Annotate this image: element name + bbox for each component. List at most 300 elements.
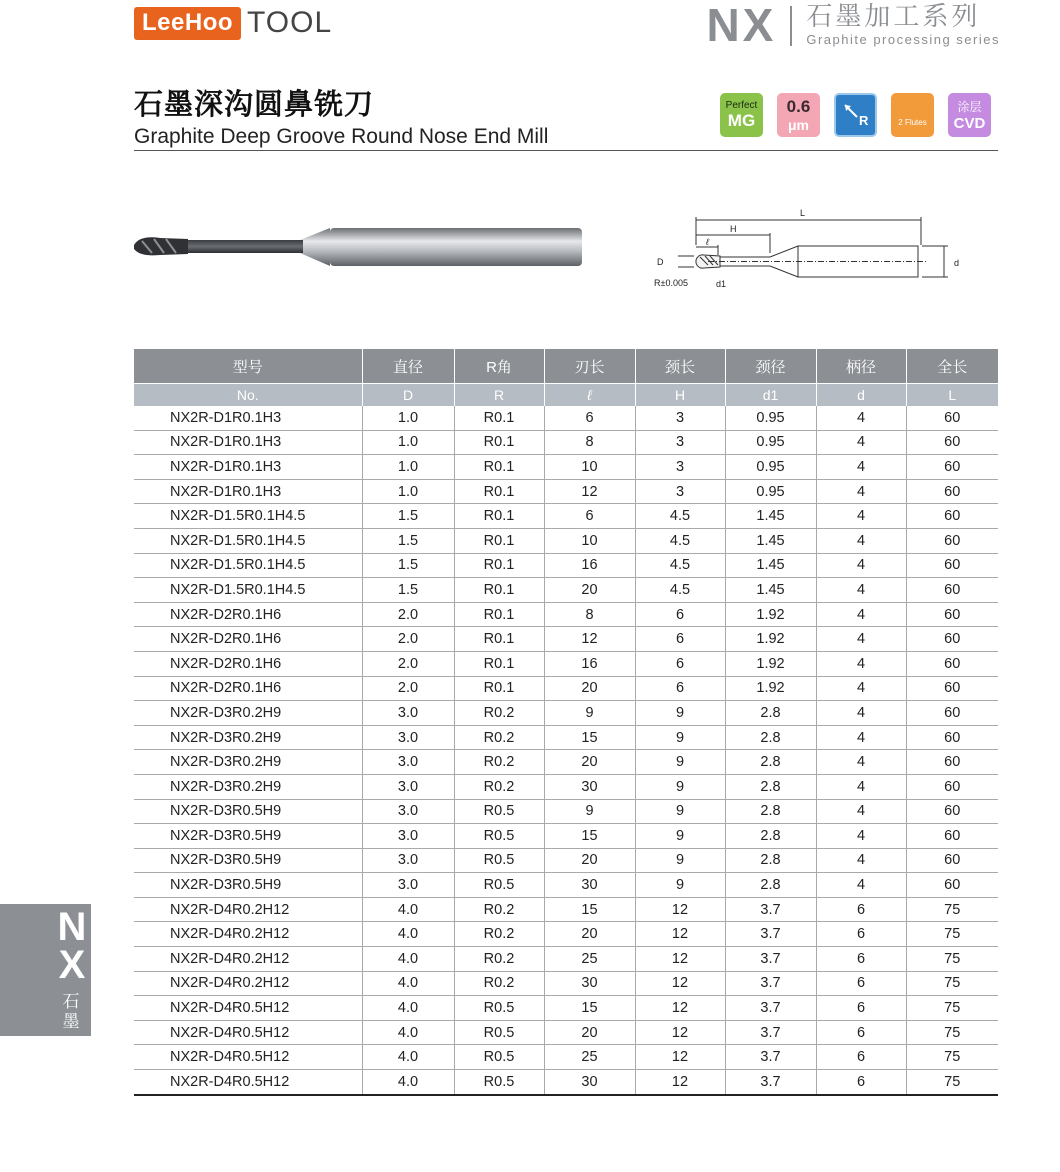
cell-neck-diameter: 2.8: [725, 848, 816, 873]
cell-radius: R0.1: [454, 479, 544, 504]
cell-shank-diameter: 4: [816, 406, 906, 430]
cell-overall-length: 60: [906, 504, 998, 529]
cell-neck-diameter: 3.7: [725, 971, 816, 996]
cell-overall-length: 60: [906, 602, 998, 627]
brand-logo: [134, 6, 332, 40]
cell-flute-length: 16: [544, 651, 635, 676]
cell-neck-length: 4.5: [635, 578, 725, 603]
side-tab-cn-2: 墨: [62, 1012, 80, 1031]
cell-neck-length: 9: [635, 725, 725, 750]
cell-radius: R0.2: [454, 897, 544, 922]
cell-radius: R0.1: [454, 553, 544, 578]
cell-flute-length: 30: [544, 971, 635, 996]
cell-diameter: 1.0: [362, 430, 454, 455]
cell-model: NX2R-D4R0.2H12: [134, 947, 362, 972]
cell-flute-length: 6: [544, 504, 635, 529]
cell-model: NX2R-D4R0.2H12: [134, 922, 362, 947]
cell-flute-length: 30: [544, 873, 635, 898]
cell-shank-diameter: 4: [816, 553, 906, 578]
cell-flute-length: 30: [544, 774, 635, 799]
cell-flute-length: 20: [544, 848, 635, 873]
cell-shank-diameter: 4: [816, 774, 906, 799]
cell-radius: R0.1: [454, 676, 544, 701]
cell-model: NX2R-D1R0.1H3: [134, 406, 362, 430]
cell-model: NX2R-D3R0.2H9: [134, 725, 362, 750]
cell-neck-length: 9: [635, 873, 725, 898]
cell-neck-diameter: 0.95: [725, 406, 816, 430]
cell-shank-diameter: 4: [816, 651, 906, 676]
product-title: [134, 82, 548, 149]
side-tab-code-n: N: [57, 905, 87, 949]
header-en-flute-length: ℓ: [544, 384, 635, 407]
cell-diameter: 2.0: [362, 676, 454, 701]
cell-shank-diameter: 6: [816, 947, 906, 972]
cell-neck-diameter: 3.7: [725, 897, 816, 922]
header-en-overall-length: L: [906, 384, 998, 407]
table-row: [134, 725, 998, 750]
dim-label-d1: d1: [716, 279, 727, 289]
cell-neck-diameter: 1.92: [725, 676, 816, 701]
title-divider: [134, 150, 998, 151]
table-row: [134, 824, 998, 849]
table-row: [134, 479, 998, 504]
cell-neck-length: 9: [635, 774, 725, 799]
cell-neck-diameter: 3.7: [725, 1070, 816, 1095]
cell-diameter: 3.0: [362, 848, 454, 873]
feature-badges: [720, 93, 991, 137]
cell-flute-length: 20: [544, 1020, 635, 1045]
cell-neck-length: 3: [635, 479, 725, 504]
cell-neck-diameter: 1.92: [725, 627, 816, 652]
cell-flute-length: 20: [544, 676, 635, 701]
cell-neck-length: 9: [635, 848, 725, 873]
cell-diameter: 1.5: [362, 504, 454, 529]
cell-neck-diameter: 1.45: [725, 553, 816, 578]
cell-neck-length: 9: [635, 750, 725, 775]
cell-overall-length: 75: [906, 947, 998, 972]
cell-model: NX2R-D3R0.2H9: [134, 774, 362, 799]
table-row: [134, 922, 998, 947]
cell-diameter: 1.0: [362, 455, 454, 480]
cell-neck-length: 12: [635, 971, 725, 996]
cell-neck-diameter: 2.8: [725, 774, 816, 799]
badge-flutes-label: 2 Flutes: [898, 117, 927, 127]
table-row: [134, 971, 998, 996]
cell-neck-length: 6: [635, 676, 725, 701]
table-row: [134, 774, 998, 799]
header-cn-neck-length: 颈长: [635, 349, 725, 384]
side-section-tab: [0, 904, 91, 1036]
round-nose-arrow-icon: [841, 103, 871, 127]
cell-neck-diameter: 0.95: [725, 479, 816, 504]
round-nose-badge-icon: [834, 93, 877, 137]
cell-overall-length: 60: [906, 873, 998, 898]
cell-neck-diameter: 1.92: [725, 651, 816, 676]
cell-neck-diameter: 3.7: [725, 922, 816, 947]
cell-overall-length: 60: [906, 553, 998, 578]
cell-model: NX2R-D1.5R0.1H4.5: [134, 578, 362, 603]
cell-shank-diameter: 4: [816, 725, 906, 750]
table-row: [134, 701, 998, 726]
header-en-neck-diameter: d1: [725, 384, 816, 407]
cell-diameter: 1.5: [362, 528, 454, 553]
cell-neck-diameter: 1.45: [725, 504, 816, 529]
cell-flute-length: 12: [544, 627, 635, 652]
series-title-cn: 石墨加工系列: [806, 1, 981, 31]
cell-shank-diameter: 6: [816, 996, 906, 1021]
cell-neck-length: 4.5: [635, 528, 725, 553]
cell-shank-diameter: 6: [816, 922, 906, 947]
header-en-diameter: D: [362, 384, 454, 407]
cell-flute-length: 6: [544, 406, 635, 430]
cell-shank-diameter: 6: [816, 1020, 906, 1045]
cell-overall-length: 60: [906, 406, 998, 430]
cell-neck-diameter: 1.45: [725, 528, 816, 553]
table-row: [134, 455, 998, 480]
cell-model: NX2R-D1R0.1H3: [134, 455, 362, 480]
cell-shank-diameter: 4: [816, 750, 906, 775]
cell-radius: R0.2: [454, 947, 544, 972]
product-title-cn: 石墨深沟圆鼻铣刀: [134, 89, 375, 121]
spec-table-body: [134, 406, 998, 1095]
mg-badge-icon: [720, 93, 763, 137]
cell-overall-length: 75: [906, 1045, 998, 1070]
cell-overall-length: 60: [906, 578, 998, 603]
cell-flute-length: 20: [544, 750, 635, 775]
cell-model: NX2R-D4R0.2H12: [134, 897, 362, 922]
cell-radius: R0.5: [454, 996, 544, 1021]
cell-shank-diameter: 4: [816, 627, 906, 652]
cell-overall-length: 60: [906, 651, 998, 676]
cell-model: NX2R-D1.5R0.1H4.5: [134, 528, 362, 553]
cell-radius: R0.1: [454, 455, 544, 480]
cell-neck-diameter: 2.8: [725, 725, 816, 750]
table-row: [134, 1045, 998, 1070]
series-title-en: Graphite processing series: [806, 32, 1000, 47]
cell-model: NX2R-D3R0.2H9: [134, 750, 362, 775]
cell-diameter: 3.0: [362, 799, 454, 824]
dim-label-l: ℓ: [706, 237, 709, 247]
cell-diameter: 1.0: [362, 479, 454, 504]
cell-flute-length: 15: [544, 897, 635, 922]
table-row: [134, 897, 998, 922]
header-en-shank-diameter: d: [816, 384, 906, 407]
cell-diameter: 4.0: [362, 897, 454, 922]
cell-neck-length: 12: [635, 947, 725, 972]
cell-shank-diameter: 6: [816, 1045, 906, 1070]
cell-radius: R0.5: [454, 1070, 544, 1095]
cell-model: NX2R-D4R0.5H12: [134, 996, 362, 1021]
table-row: [134, 528, 998, 553]
header-cn-model: 型号: [134, 349, 362, 384]
flutes-badge-icon: [891, 93, 934, 137]
product-title-en: Graphite Deep Groove Round Nose End Mill: [134, 125, 549, 148]
cell-neck-diameter: 3.7: [725, 1045, 816, 1070]
table-row: [134, 627, 998, 652]
cell-radius: R0.1: [454, 430, 544, 455]
table-row: [134, 1070, 998, 1095]
cell-shank-diameter: 4: [816, 602, 906, 627]
cell-diameter: 4.0: [362, 971, 454, 996]
table-row: [134, 750, 998, 775]
cell-neck-length: 9: [635, 701, 725, 726]
cell-radius: R0.2: [454, 750, 544, 775]
series-text: [806, 2, 1000, 47]
cell-overall-length: 60: [906, 848, 998, 873]
cell-model: NX2R-D1R0.1H3: [134, 479, 362, 504]
badge-micron-unit: μm: [787, 117, 809, 133]
cell-shank-diameter: 4: [816, 824, 906, 849]
table-row: [134, 799, 998, 824]
badge-mg-line1: Perfect: [725, 99, 758, 111]
cell-shank-diameter: 4: [816, 430, 906, 455]
cell-overall-length: 60: [906, 455, 998, 480]
cell-diameter: 1.5: [362, 553, 454, 578]
cell-radius: R0.5: [454, 799, 544, 824]
table-row: [134, 996, 998, 1021]
table-row: [134, 430, 998, 455]
cell-neck-diameter: 3.7: [725, 996, 816, 1021]
cell-neck-length: 9: [635, 824, 725, 849]
cell-radius: R0.2: [454, 701, 544, 726]
cell-overall-length: 60: [906, 528, 998, 553]
cell-flute-length: 15: [544, 996, 635, 1021]
cell-overall-length: 75: [906, 1020, 998, 1045]
header-cn-overall-length: 全长: [906, 349, 998, 384]
cell-radius: R0.2: [454, 725, 544, 750]
cell-radius: R0.5: [454, 1020, 544, 1045]
cell-neck-length: 12: [635, 1070, 725, 1095]
cell-diameter: 3.0: [362, 774, 454, 799]
side-tab-cn: [61, 992, 81, 1032]
cell-neck-diameter: 1.45: [725, 578, 816, 603]
cell-flute-length: 20: [544, 922, 635, 947]
cell-model: NX2R-D4R0.5H12: [134, 1045, 362, 1070]
cell-neck-diameter: 3.7: [725, 1020, 816, 1045]
table-row: [134, 651, 998, 676]
cell-overall-length: 60: [906, 676, 998, 701]
cell-diameter: 3.0: [362, 701, 454, 726]
cell-neck-length: 12: [635, 1020, 725, 1045]
badge-mg-line2: MG: [727, 110, 756, 130]
cell-overall-length: 75: [906, 996, 998, 1021]
cell-radius: R0.2: [454, 774, 544, 799]
brand-name: LeeHoo: [134, 7, 241, 40]
cell-model: NX2R-D2R0.1H6: [134, 651, 362, 676]
cell-model: NX2R-D3R0.5H9: [134, 848, 362, 873]
cell-neck-length: 3: [635, 430, 725, 455]
cell-shank-diameter: 4: [816, 701, 906, 726]
cell-shank-diameter: 4: [816, 479, 906, 504]
cell-overall-length: 60: [906, 799, 998, 824]
cell-neck-diameter: 2.8: [725, 750, 816, 775]
cell-flute-length: 25: [544, 1045, 635, 1070]
table-row: [134, 1020, 998, 1045]
side-tab-code-x: X: [58, 943, 86, 987]
cell-radius: R0.1: [454, 504, 544, 529]
cell-flute-length: 25: [544, 947, 635, 972]
cell-overall-length: 60: [906, 774, 998, 799]
dimension-drawing: [648, 205, 978, 305]
cell-radius: R0.2: [454, 922, 544, 947]
cell-diameter: 3.0: [362, 725, 454, 750]
cell-radius: R0.5: [454, 824, 544, 849]
cell-neck-length: 6: [635, 627, 725, 652]
header-en-neck-length: H: [635, 384, 725, 407]
brand-suffix: TOOL: [247, 6, 333, 39]
cell-model: NX2R-D2R0.1H6: [134, 602, 362, 627]
dim-label-L: L: [800, 208, 806, 218]
cell-diameter: 4.0: [362, 1020, 454, 1045]
cell-neck-length: 3: [635, 455, 725, 480]
badge-cvd-cn: 涂层: [957, 100, 982, 114]
cell-flute-length: 8: [544, 602, 635, 627]
cell-diameter: 1.0: [362, 406, 454, 430]
cell-flute-length: 9: [544, 701, 635, 726]
cell-radius: R0.5: [454, 848, 544, 873]
cell-flute-length: 16: [544, 553, 635, 578]
cell-neck-diameter: 0.95: [725, 455, 816, 480]
spec-table: [134, 349, 998, 1096]
table-row: [134, 406, 998, 430]
badge-cvd-label: CVD: [953, 115, 986, 132]
cell-neck-length: 6: [635, 651, 725, 676]
table-header-en: [134, 384, 998, 407]
cell-neck-length: 12: [635, 996, 725, 1021]
cell-radius: R0.1: [454, 651, 544, 676]
cell-diameter: 4.0: [362, 947, 454, 972]
cell-neck-diameter: 2.8: [725, 799, 816, 824]
cell-diameter: 2.0: [362, 602, 454, 627]
badge-micron-value: 0.6: [786, 97, 811, 116]
cell-model: NX2R-D3R0.5H9: [134, 873, 362, 898]
series-code: NX: [706, 0, 777, 51]
cell-flute-length: 10: [544, 455, 635, 480]
cell-shank-diameter: 6: [816, 897, 906, 922]
header-cn-radius: R角: [454, 349, 544, 384]
cell-diameter: 1.5: [362, 578, 454, 603]
cell-overall-length: 60: [906, 627, 998, 652]
cell-overall-length: 60: [906, 701, 998, 726]
table-row: [134, 553, 998, 578]
cell-diameter: 4.0: [362, 922, 454, 947]
cell-flute-length: 8: [544, 430, 635, 455]
cell-radius: R0.1: [454, 602, 544, 627]
cell-shank-diameter: 6: [816, 971, 906, 996]
dim-label-R: R±0.005: [654, 278, 688, 288]
badge-r-label: R: [858, 113, 868, 127]
cell-neck-length: 12: [635, 897, 725, 922]
cell-flute-length: 15: [544, 824, 635, 849]
cell-shank-diameter: 4: [816, 504, 906, 529]
dim-label-d: d: [954, 258, 960, 268]
cell-radius: R0.5: [454, 1045, 544, 1070]
side-tab-code: [55, 905, 89, 987]
cell-overall-length: 75: [906, 1070, 998, 1095]
cell-neck-length: 12: [635, 922, 725, 947]
cell-flute-length: 20: [544, 578, 635, 603]
table-row: [134, 504, 998, 529]
cell-flute-length: 10: [544, 528, 635, 553]
cell-shank-diameter: 6: [816, 1070, 906, 1095]
cell-diameter: 3.0: [362, 824, 454, 849]
side-tab-cn-1: 石: [62, 992, 80, 1011]
header-en-radius: R: [454, 384, 544, 407]
cell-diameter: 2.0: [362, 627, 454, 652]
table-header-cn: [134, 349, 998, 384]
cell-model: NX2R-D3R0.5H9: [134, 799, 362, 824]
cell-radius: R0.1: [454, 578, 544, 603]
series-heading: [706, 0, 1000, 51]
cell-shank-diameter: 4: [816, 578, 906, 603]
cell-diameter: 3.0: [362, 873, 454, 898]
cell-overall-length: 75: [906, 922, 998, 947]
cell-model: NX2R-D1.5R0.1H4.5: [134, 553, 362, 578]
cell-radius: R0.1: [454, 528, 544, 553]
cell-neck-diameter: 2.8: [725, 824, 816, 849]
cell-neck-length: 9: [635, 799, 725, 824]
cell-model: NX2R-D2R0.1H6: [134, 627, 362, 652]
cell-flute-length: 30: [544, 1070, 635, 1095]
cell-overall-length: 60: [906, 725, 998, 750]
cell-overall-length: 60: [906, 750, 998, 775]
cell-radius: R0.1: [454, 406, 544, 430]
cell-radius: R0.1: [454, 627, 544, 652]
series-divider: [790, 6, 792, 46]
cell-neck-length: 3: [635, 406, 725, 430]
cell-shank-diameter: 4: [816, 848, 906, 873]
cell-diameter: 3.0: [362, 750, 454, 775]
cell-model: NX2R-D3R0.5H9: [134, 824, 362, 849]
cell-shank-diameter: 4: [816, 676, 906, 701]
cell-model: NX2R-D1R0.1H3: [134, 430, 362, 455]
cell-neck-diameter: 1.92: [725, 602, 816, 627]
cell-shank-diameter: 4: [816, 873, 906, 898]
cell-radius: R0.2: [454, 971, 544, 996]
end-mill-photo: [130, 205, 590, 275]
cell-neck-length: 6: [635, 602, 725, 627]
table-row: [134, 602, 998, 627]
cell-diameter: 4.0: [362, 996, 454, 1021]
cell-radius: R0.5: [454, 873, 544, 898]
table-row: [134, 578, 998, 603]
cell-neck-length: 12: [635, 1045, 725, 1070]
micron-badge-icon: [777, 93, 820, 137]
header-cn-diameter: 直径: [362, 349, 454, 384]
cell-neck-diameter: 0.95: [725, 430, 816, 455]
table-row: [134, 848, 998, 873]
cell-neck-diameter: 2.8: [725, 873, 816, 898]
cell-overall-length: 75: [906, 897, 998, 922]
header-cn-shank-diameter: 柄径: [816, 349, 906, 384]
cell-flute-length: 9: [544, 799, 635, 824]
dim-label-H: H: [730, 224, 737, 234]
cell-model: NX2R-D1.5R0.1H4.5: [134, 504, 362, 529]
cell-shank-diameter: 4: [816, 799, 906, 824]
table-row: [134, 676, 998, 701]
cell-flute-length: 15: [544, 725, 635, 750]
header-en-model: No.: [134, 384, 362, 407]
table-row: [134, 873, 998, 898]
table-row: [134, 947, 998, 972]
header-cn-flute-length: 刃长: [544, 349, 635, 384]
cell-model: NX2R-D4R0.5H12: [134, 1020, 362, 1045]
cell-overall-length: 60: [906, 824, 998, 849]
cell-overall-length: 60: [906, 430, 998, 455]
cell-flute-length: 12: [544, 479, 635, 504]
cell-neck-length: 4.5: [635, 504, 725, 529]
dim-label-D: D: [657, 257, 664, 267]
